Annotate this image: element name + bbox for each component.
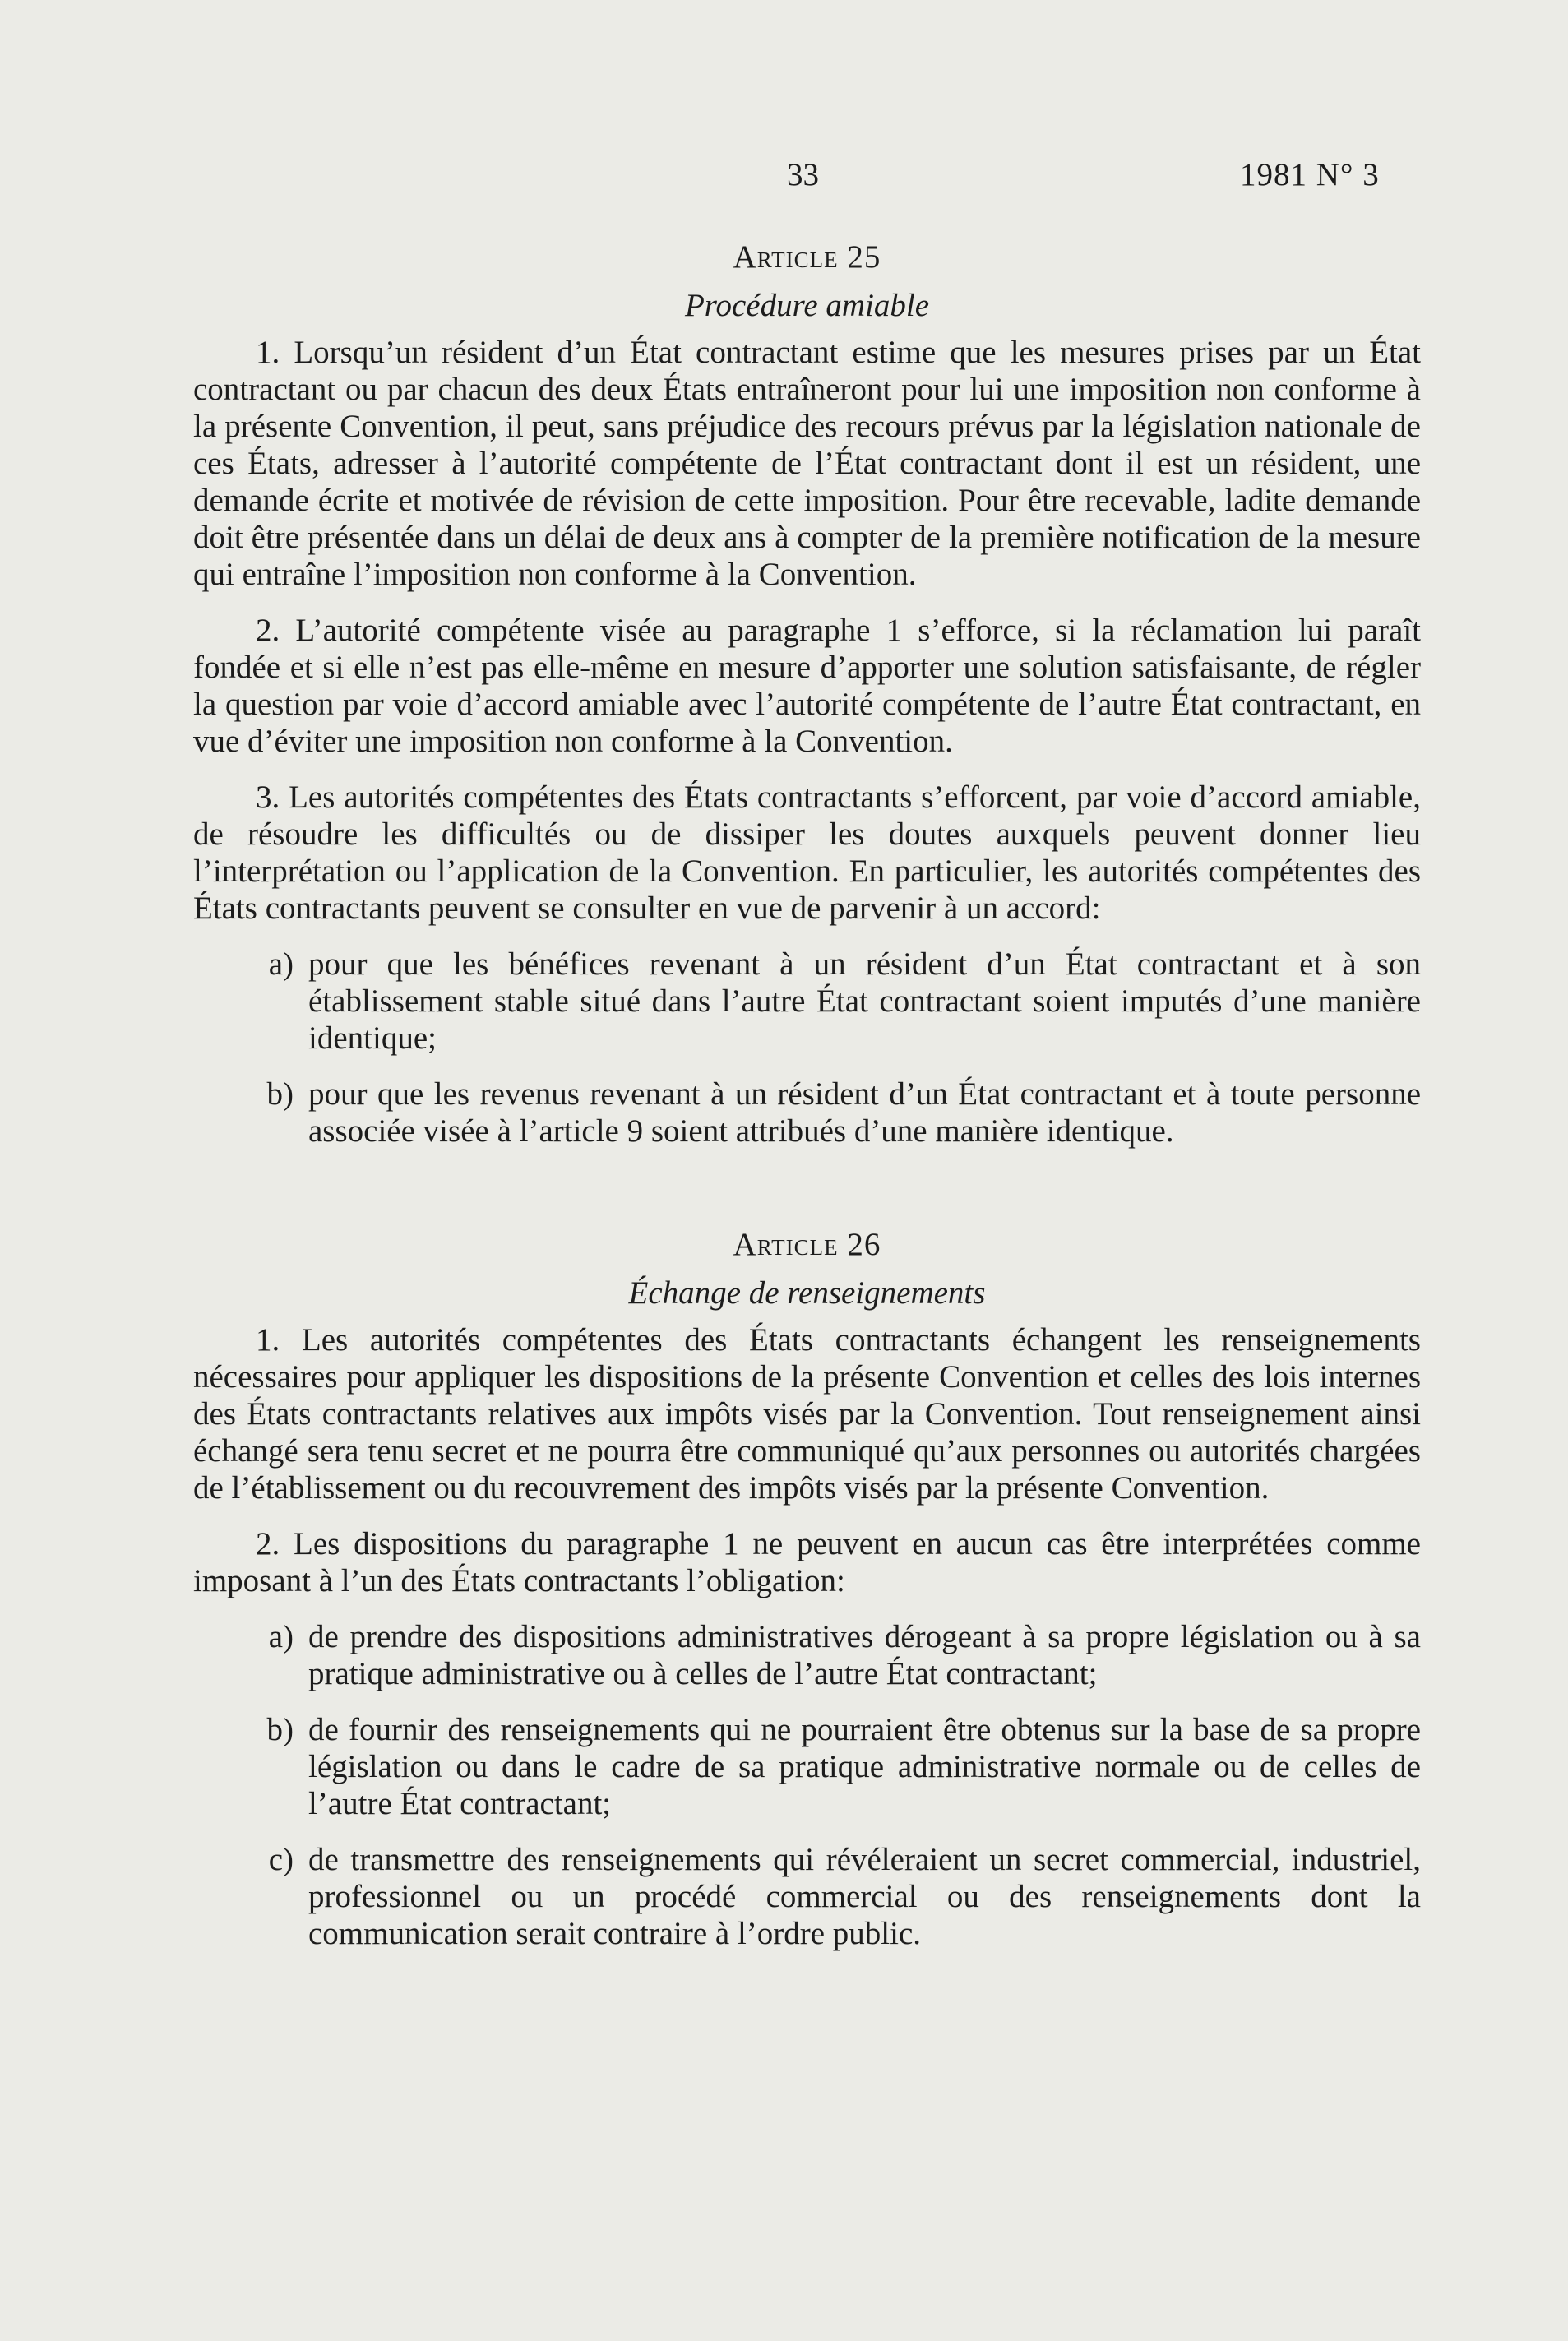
section-spacer — [193, 1168, 1421, 1226]
list-item — [193, 1618, 1421, 1692]
article-25 — [193, 238, 1421, 1150]
list-item-text: pour que les revenus revenant à un résident d’un État contractant et à toute personne associée visée à l’article 9 soient attribués d’une manière identique. — [308, 1076, 1421, 1149]
paragraph: 1. Les autorités compétentes des États contractants échangent les renseignements nécessaires pour appliquer les dispositions de la présente Convention et celles des lois internes des États contractants relatives aux impôts visés par la Convention. Tout renseignement ainsi échangé sera tenu secret et ne pourra être communiqué qu’aux personnes ou autorités chargées de l’établissement ou du recouvrement des impôts visés par la présente Convention. — [193, 1322, 1421, 1506]
list-item — [193, 1076, 1421, 1150]
list-item-text: de fournir des renseignements qui ne pourraient être obtenus sur la base de sa propre législation ou dans le cadre de sa pratique administrative normale ou de celles de l’autre État contractant; — [308, 1712, 1421, 1821]
list-item — [193, 1711, 1421, 1822]
document-reference: 1981 N° 3 — [1240, 157, 1380, 192]
list-item-label: c) — [268, 1842, 294, 1877]
paragraph: 2. Les dispositions du paragraphe 1 ne peuvent en aucun cas être interprétées comme imposant à l’un des États contractants l’obligation: — [193, 1526, 1421, 1598]
list-item-text: pour que les bénéfices revenant à un résident d’un État contractant et à son établissement stable situé dans l’autre État contractant soient imputés d’une manière identique; — [308, 946, 1421, 1056]
article-subtitle: Procédure amiable — [684, 288, 930, 323]
list-item-label: b) — [266, 1076, 294, 1112]
list-item — [193, 946, 1421, 1057]
paragraph: 3. Les autorités compétentes des États contractants s’efforcent, par voie d’accord amiable, de résoudre les difficultés ou de dissiper les doutes auxquels peuvent donner lieu l’interprétation ou l’application de la Convention. En particulier, les autorités compétentes des États contractants peuvent se consulter en vue de parvenir à un accord: — [193, 780, 1421, 926]
list-item-text: de transmettre des renseignements qui révéleraient un secret commercial, industriel, professionnel ou un procédé commercial ou des renseignements dont la communication serait contraire à l’ordre public. — [308, 1842, 1421, 1951]
article-26 — [193, 1226, 1421, 1952]
page-body — [193, 238, 1421, 1971]
article-title: Article 25 — [733, 239, 881, 275]
list-item-label: a) — [268, 1619, 294, 1654]
paragraph: 2. L’autorité compétente visée au paragraphe 1 s’efforce, si la réclamation lui paraît fondée et si elle n’est pas elle-même en mesure d’apporter une solution satisfaisante, de régler la question par voie d’accord amiable avec l’autorité compétente de l’autre État contractant, en vue d’éviter une imposition non conforme à la Convention. — [193, 613, 1421, 759]
list-item — [193, 1841, 1421, 1952]
paragraph: 1. Lorsqu’un résident d’un État contractant estime que les mesures prises par un État contractant ou par chacun des deux États entraîneront pour lui une imposition non conforme à la présente Convention, il peut, sans préjudice des recours prévus par la législation nationale de ces États, adresser à l’autorité compétente de l’État contractant dont il est un résident, une demande écrite et motivée de révision de cette imposition. Pour être recevable, ladite demande doit être présentée dans un délai de deux ans à compter de la première notification de la mesure qui entraîne l’imposition non conforme à la Convention. — [193, 335, 1421, 592]
list-item-label: a) — [268, 946, 294, 982]
list-item-label: b) — [266, 1712, 294, 1747]
list-item-text: de prendre des dispositions administratives dérogeant à sa propre législation ou à sa pratique administrative ou à celles de l’autre État contractant; — [308, 1619, 1421, 1691]
article-title: Article 26 — [733, 1227, 881, 1262]
page-header — [0, 156, 1568, 206]
page-number: 33 — [787, 157, 819, 192]
article-subtitle: Échange de renseignements — [628, 1275, 986, 1311]
